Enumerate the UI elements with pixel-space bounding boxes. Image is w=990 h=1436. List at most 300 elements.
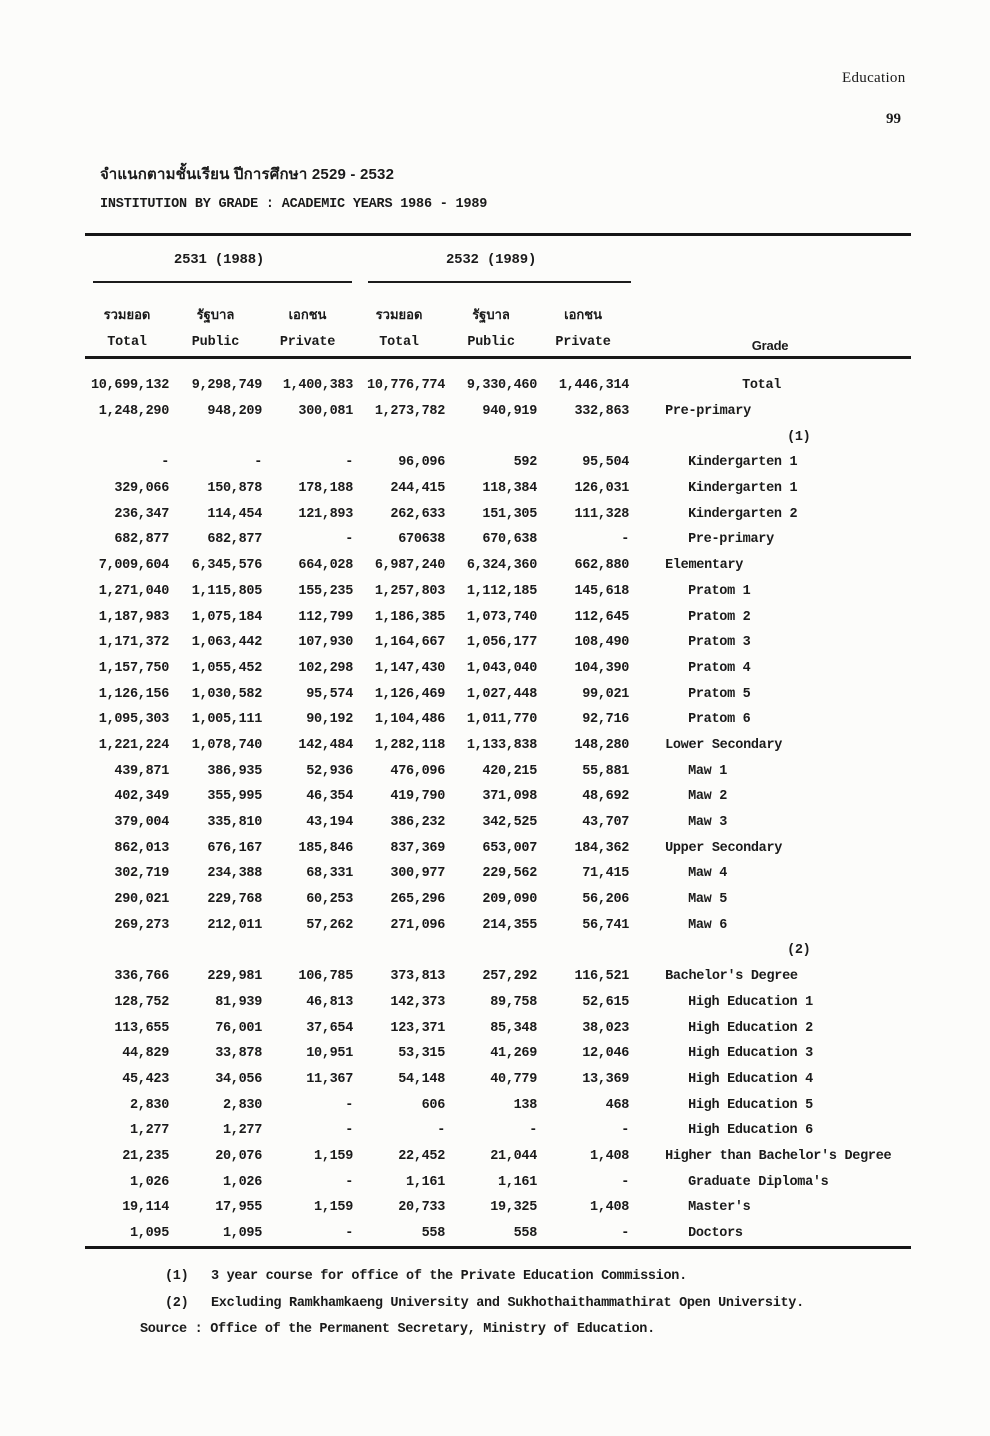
value-cell: 33,878: [215, 1046, 262, 1062]
value-cell: 44,829: [122, 1046, 169, 1062]
value-cell: 9,330,460: [466, 378, 538, 394]
table-row: [85, 630, 911, 656]
grade-cell: Higher than Bachelor's Degree: [665, 1148, 892, 1164]
value-cell: 89,758: [490, 994, 538, 1010]
value-cell: 10,776,774: [367, 378, 446, 394]
grade-cell: Pratom 5: [688, 686, 751, 702]
table-row: [85, 1118, 911, 1144]
value-cell: -: [254, 455, 262, 471]
value-cell: 265,296: [390, 892, 446, 908]
value-cell: 402,349: [114, 789, 169, 805]
value-cell: 234,388: [207, 866, 262, 882]
table-row: [85, 810, 911, 836]
value-cell: 92,716: [582, 712, 630, 728]
value-cell: 56,741: [582, 917, 630, 933]
value-cell: 138: [513, 1097, 538, 1113]
value-cell: -: [345, 1226, 354, 1242]
value-cell: 862,013: [114, 840, 169, 856]
grade-column-header: Grade: [751, 338, 789, 353]
grade-cell: Maw 5: [688, 892, 728, 908]
value-cell: 96,096: [398, 455, 446, 471]
value-cell: 1,277: [129, 1123, 169, 1139]
value-cell: 7,009,604: [98, 558, 169, 574]
value-cell: 558: [421, 1226, 446, 1242]
value-cell: 121,893: [298, 506, 354, 522]
value-cell: 682,877: [207, 532, 262, 548]
table-row: [85, 1221, 911, 1248]
value-cell: 335,810: [207, 815, 262, 831]
value-cell: [445, 424, 537, 450]
grade-cell: Maw 3: [688, 815, 728, 831]
value-cell: 1,005,111: [191, 712, 262, 728]
table-row: [85, 1092, 911, 1118]
value-cell: 300,977: [390, 866, 446, 882]
value-cell: 19,114: [122, 1200, 169, 1216]
value-cell: 371,098: [482, 789, 538, 805]
value-cell: -: [529, 1123, 538, 1139]
value-cell: 34,056: [215, 1071, 262, 1087]
year-group-1988: 2531 (1988): [85, 235, 353, 284]
year-group-1989: 2532 (1989): [353, 235, 629, 284]
value-cell: 386,935: [207, 763, 262, 779]
value-cell: 476,096: [390, 763, 446, 779]
value-cell: 150,878: [207, 481, 262, 497]
grade-cell: Maw 4: [688, 866, 728, 882]
table-row: [85, 681, 911, 707]
grade-cell: Pre-primary: [665, 404, 751, 420]
value-cell: 19,325: [490, 1200, 538, 1216]
value-cell: 670638: [398, 532, 446, 548]
value-cell: 45,423: [122, 1071, 169, 1087]
grade-cell: Pratom 4: [688, 660, 751, 676]
value-cell: 13,369: [582, 1071, 630, 1087]
footnote-1-marker: (1): [165, 1269, 189, 1284]
value-cell: 1,171,372: [98, 635, 169, 651]
value-cell: 1,159: [314, 1148, 354, 1164]
value-cell: 52,936: [306, 763, 354, 779]
value-cell: -: [345, 1123, 354, 1139]
value-cell: 1,104,486: [374, 712, 446, 728]
value-cell: [537, 424, 629, 450]
value-cell: 1,161: [498, 1174, 538, 1190]
value-cell: 99,021: [582, 686, 630, 702]
table-row: [85, 835, 911, 861]
value-cell: 229,562: [482, 866, 538, 882]
value-cell: [169, 938, 262, 964]
value-cell: 56,206: [582, 892, 630, 908]
value-cell: 151,305: [482, 506, 538, 522]
value-cell: 1,271,040: [98, 583, 169, 599]
value-cell: 20,076: [215, 1148, 262, 1164]
value-cell: 1,186,385: [374, 609, 446, 625]
value-cell: 90,192: [306, 712, 354, 728]
value-cell: 1,075,184: [191, 609, 262, 625]
value-cell: 1,282,118: [374, 737, 446, 753]
value-cell: 682,877: [114, 532, 169, 548]
value-cell: 214,355: [482, 917, 538, 933]
value-cell: -: [345, 1174, 354, 1190]
value-cell: 48,692: [582, 789, 630, 805]
value-cell: 118,384: [482, 481, 538, 497]
value-cell: [537, 938, 629, 964]
col-header-english: Total: [107, 334, 147, 350]
grade-cell: Pratom 1: [688, 583, 751, 599]
section-label: Education: [842, 70, 906, 86]
grade-cell: Pratom 3: [688, 635, 751, 651]
grade-cell: Upper Secondary: [665, 840, 783, 856]
table-row: [85, 912, 911, 938]
grade-cell: Lower Secondary: [665, 737, 783, 753]
value-cell: 41,269: [490, 1046, 538, 1062]
value-cell: -: [621, 532, 630, 548]
table-row: [85, 1067, 911, 1093]
value-cell: 10,699,132: [90, 378, 169, 394]
value-cell: 52,615: [582, 994, 630, 1010]
table-row: [85, 1169, 911, 1195]
value-cell: 1,063,442: [191, 635, 262, 651]
value-cell: 71,415: [582, 866, 630, 882]
col-header-thai: เอกชน: [564, 307, 602, 322]
value-cell: 43,707: [582, 815, 630, 831]
grade-cell: Maw 6: [688, 917, 728, 933]
value-cell: 40,779: [490, 1071, 538, 1087]
value-cell: 1,078,740: [191, 737, 262, 753]
col-header-english: Private: [555, 334, 611, 350]
table-row: [85, 1144, 911, 1170]
grade-cell: Elementary: [665, 558, 744, 574]
value-cell: 558: [513, 1226, 538, 1242]
value-cell: 257,292: [482, 969, 538, 985]
value-cell: 1,115,805: [191, 583, 262, 599]
value-cell: [85, 938, 169, 964]
table-header: [85, 235, 911, 358]
value-cell: [262, 938, 353, 964]
value-cell: 670,638: [482, 532, 538, 548]
value-cell: 1,400,383: [282, 378, 354, 394]
page-number: 99: [886, 111, 901, 127]
table-row: [85, 1041, 911, 1067]
value-cell: 229,981: [207, 969, 262, 985]
value-cell: 20,733: [398, 1200, 446, 1216]
value-cell: 1,133,838: [466, 737, 538, 753]
value-cell: 229,768: [207, 892, 262, 908]
value-cell: 112,799: [298, 609, 354, 625]
value-cell: 81,939: [215, 994, 262, 1010]
value-cell: [85, 424, 169, 450]
table-body: [85, 358, 911, 1248]
value-cell: 76,001: [215, 1020, 262, 1036]
col-header-thai: รัฐบาล: [196, 307, 235, 322]
col-header-english: Private: [279, 334, 336, 350]
year-group-row: [85, 235, 911, 284]
value-cell: 10,951: [306, 1046, 354, 1062]
footnote-2-marker: (2): [165, 1296, 189, 1311]
grade-cell: Pre-primary: [688, 532, 774, 548]
col-header-thai: รัฐบาล: [472, 307, 510, 322]
value-cell: 11,367: [306, 1071, 354, 1087]
value-cell: 379,004: [114, 815, 169, 831]
value-cell: 1,161: [406, 1174, 446, 1190]
value-cell: 1,027,448: [466, 686, 538, 702]
value-cell: 664,028: [298, 558, 354, 574]
value-cell: -: [345, 455, 354, 471]
value-cell: 940,919: [482, 404, 538, 420]
grade-cell: Maw 2: [688, 789, 728, 805]
value-cell: 21,235: [122, 1148, 169, 1164]
grade-cell: Kindergarten 1: [688, 455, 798, 471]
value-cell: 17,955: [215, 1200, 262, 1216]
grade-cell: Kindergarten 2: [688, 506, 798, 522]
grade-cell: Kindergarten 1: [688, 481, 798, 497]
grade-cell: High Education 4: [688, 1071, 813, 1087]
value-cell: 1,159: [314, 1200, 354, 1216]
value-cell: 57,262: [306, 917, 354, 933]
value-cell: 106,785: [298, 969, 354, 985]
value-cell: 116,521: [574, 969, 630, 985]
value-cell: -: [621, 1123, 630, 1139]
table-row: [85, 784, 911, 810]
grade-cell: High Education 3: [688, 1046, 813, 1062]
value-cell: 1,056,177: [466, 635, 538, 651]
value-cell: [445, 938, 537, 964]
value-cell: 55,881: [582, 763, 630, 779]
col-header-thai: รวมยอด: [375, 307, 423, 322]
col-header-english: Public: [467, 334, 515, 350]
value-cell: 2,830: [129, 1097, 169, 1113]
value-cell: 209,090: [482, 892, 538, 908]
table-row: [85, 707, 911, 733]
value-cell: 1,164,667: [374, 635, 446, 651]
value-cell: 95,574: [306, 686, 354, 702]
table-row: [85, 887, 911, 913]
table-row: [85, 450, 911, 476]
value-cell: 262,633: [390, 506, 446, 522]
table-row: [85, 501, 911, 527]
value-cell: 46,813: [306, 994, 354, 1010]
table-row: [85, 990, 911, 1016]
statistics-table: [85, 233, 911, 1249]
table-row: [85, 399, 911, 425]
value-cell: 178,188: [298, 481, 354, 497]
table-row: [85, 476, 911, 502]
grade-cell: Bachelor's Degree: [665, 969, 798, 985]
value-cell: 592: [513, 455, 538, 471]
value-cell: 290,021: [114, 892, 169, 908]
value-cell: 1,095: [222, 1226, 262, 1242]
value-cell: 107,930: [298, 635, 354, 651]
value-cell: 2,830: [222, 1097, 262, 1113]
value-cell: 6,324,360: [466, 558, 538, 574]
value-cell: 373,813: [390, 969, 446, 985]
grade-cell: Graduate Diploma's: [688, 1174, 829, 1190]
value-cell: 1,126,156: [98, 686, 169, 702]
value-cell: 837,369: [390, 840, 446, 856]
value-cell: 653,007: [482, 840, 538, 856]
value-cell: 1,187,983: [98, 609, 169, 625]
value-cell: -: [437, 1123, 446, 1139]
value-cell: 1,147,430: [374, 660, 446, 676]
value-cell: 1,273,782: [374, 404, 446, 420]
value-cell: 420,215: [482, 763, 538, 779]
header-row-thai: [85, 283, 911, 328]
table-row: [85, 527, 911, 553]
value-cell: 355,995: [207, 789, 262, 805]
value-cell: 148,280: [574, 737, 630, 753]
value-cell: 329,066: [114, 481, 169, 497]
value-cell: 111,328: [574, 506, 630, 522]
value-cell: 439,871: [114, 763, 169, 779]
value-cell: [169, 424, 262, 450]
value-cell: 1,277: [222, 1123, 262, 1139]
table-row: [85, 553, 911, 579]
col-header-english: Public: [191, 334, 240, 350]
footnote-2: [0, 1296, 990, 1314]
value-cell: 1,026: [222, 1174, 262, 1190]
title-thai: จำแนกตามชั้นเรียน ปีการศึกษา 2529 - 2532: [100, 166, 395, 183]
value-cell: 21,044: [490, 1148, 538, 1164]
col-header-thai: เอกชน: [288, 307, 327, 322]
value-cell: 123,371: [390, 1020, 446, 1036]
value-cell: 300,081: [298, 404, 354, 420]
value-cell: [262, 424, 353, 450]
value-cell: 46,354: [306, 789, 354, 805]
value-cell: 145,618: [574, 583, 630, 599]
value-cell: 244,415: [390, 481, 446, 497]
value-cell: 12,046: [582, 1046, 630, 1062]
grade-cell: Total: [742, 378, 782, 394]
value-cell: 212,011: [207, 917, 262, 933]
value-cell: 1,055,452: [191, 660, 262, 676]
value-cell: 142,373: [390, 994, 446, 1010]
value-cell: 236,347: [114, 506, 169, 522]
value-cell: 342,525: [482, 815, 538, 831]
value-cell: 676,167: [207, 840, 262, 856]
value-cell: 1,126,469: [374, 686, 446, 702]
value-cell: 1,248,290: [98, 404, 169, 420]
table-row: [85, 604, 911, 630]
value-cell: 43,194: [306, 815, 354, 831]
value-cell: 1,030,582: [191, 686, 262, 702]
value-cell: 68,331: [306, 866, 354, 882]
value-cell: 271,096: [390, 917, 446, 933]
col-header-english: Total: [379, 334, 419, 350]
value-cell: 102,298: [298, 660, 354, 676]
value-cell: [353, 938, 445, 964]
table-row: [85, 1015, 911, 1041]
value-cell: 1,011,770: [466, 712, 538, 728]
value-cell: 662,880: [574, 558, 630, 574]
grade-cell: (1): [787, 429, 811, 445]
footnote-1: [0, 1269, 990, 1287]
grade-cell: High Education 6: [688, 1123, 813, 1139]
institution-by-grade-table: [85, 233, 911, 1249]
value-cell: -: [621, 1226, 630, 1242]
source-line: Source : Office of the Permanent Secretary, Ministry of Education.: [140, 1322, 655, 1337]
value-cell: 85,348: [490, 1020, 538, 1036]
value-cell: 38,023: [582, 1020, 630, 1036]
value-cell: 332,863: [574, 404, 630, 420]
value-cell: 113,655: [114, 1020, 169, 1036]
value-cell: 386,232: [390, 815, 446, 831]
grade-cell: High Education 1: [688, 994, 813, 1010]
value-cell: 112,645: [574, 609, 630, 625]
value-cell: -: [345, 1097, 354, 1113]
grade-cell: Pratom 6: [688, 712, 751, 728]
table-row: [85, 579, 911, 605]
table-row: [85, 938, 911, 964]
value-cell: 54,148: [398, 1071, 446, 1087]
table-row: [85, 964, 911, 990]
value-cell: -: [621, 1174, 630, 1190]
value-cell: 104,390: [574, 660, 630, 676]
value-cell: 269,273: [114, 917, 169, 933]
value-cell: 1,095,303: [98, 712, 169, 728]
value-cell: [353, 424, 445, 450]
value-cell: 1,221,224: [98, 737, 169, 753]
value-cell: 6,345,576: [191, 558, 262, 574]
value-cell: 1,073,740: [466, 609, 538, 625]
value-cell: 1,408: [590, 1200, 630, 1216]
value-cell: 37,654: [306, 1020, 354, 1036]
table-row: [85, 424, 911, 450]
value-cell: 1,157,750: [98, 660, 169, 676]
value-cell: 1,257,803: [374, 583, 446, 599]
value-cell: 948,209: [207, 404, 262, 420]
value-cell: -: [161, 455, 169, 471]
table-row: [85, 758, 911, 784]
table-row: [85, 861, 911, 887]
value-cell: 1,026: [129, 1174, 169, 1190]
value-cell: 128,752: [114, 994, 169, 1010]
value-cell: -: [345, 532, 354, 548]
value-cell: 1,408: [590, 1148, 630, 1164]
value-cell: 419,790: [390, 789, 446, 805]
grade-cell: Maw 1: [688, 763, 728, 779]
footnote-1-text: 3 year course for office of the Private Education Commission.: [211, 1269, 687, 1284]
value-cell: 22,452: [398, 1148, 446, 1164]
value-cell: 185,846: [298, 840, 354, 856]
value-cell: 336,766: [114, 969, 169, 985]
value-cell: 126,031: [574, 481, 630, 497]
table-row: [85, 1195, 911, 1221]
value-cell: 108,490: [574, 635, 630, 651]
value-cell: 6,987,240: [374, 558, 446, 574]
value-cell: 114,454: [207, 506, 262, 522]
title-block: [100, 162, 487, 212]
grade-cell: Pratom 2: [688, 609, 751, 625]
grade-cell: Master's: [688, 1200, 751, 1216]
value-cell: 1,095: [129, 1226, 169, 1242]
value-cell: 1,446,314: [558, 378, 630, 394]
table-row: [85, 358, 911, 399]
value-cell: 155,235: [298, 583, 354, 599]
value-cell: 60,253: [306, 892, 354, 908]
value-cell: 9,298,749: [191, 378, 262, 394]
value-cell: 468: [605, 1097, 630, 1113]
value-cell: 95,504: [582, 455, 630, 471]
grade-cell: High Education 5: [688, 1097, 813, 1113]
value-cell: 302,719: [114, 866, 169, 882]
table-row: [85, 733, 911, 759]
col-header-thai: รวมยอด: [103, 307, 151, 322]
grade-cell: High Education 2: [688, 1020, 813, 1036]
grade-cell: Doctors: [688, 1226, 743, 1242]
value-cell: 184,362: [574, 840, 630, 856]
grade-cell: (2): [787, 943, 811, 959]
title-english: INSTITUTION BY GRADE : ACADEMIC YEARS 1986 - 1989: [100, 197, 488, 212]
footnote-2-text: Excluding Ramkhamkaeng University and Sukhothaithammathirat Open University.: [211, 1296, 804, 1311]
year-group-spacer: [629, 235, 911, 284]
